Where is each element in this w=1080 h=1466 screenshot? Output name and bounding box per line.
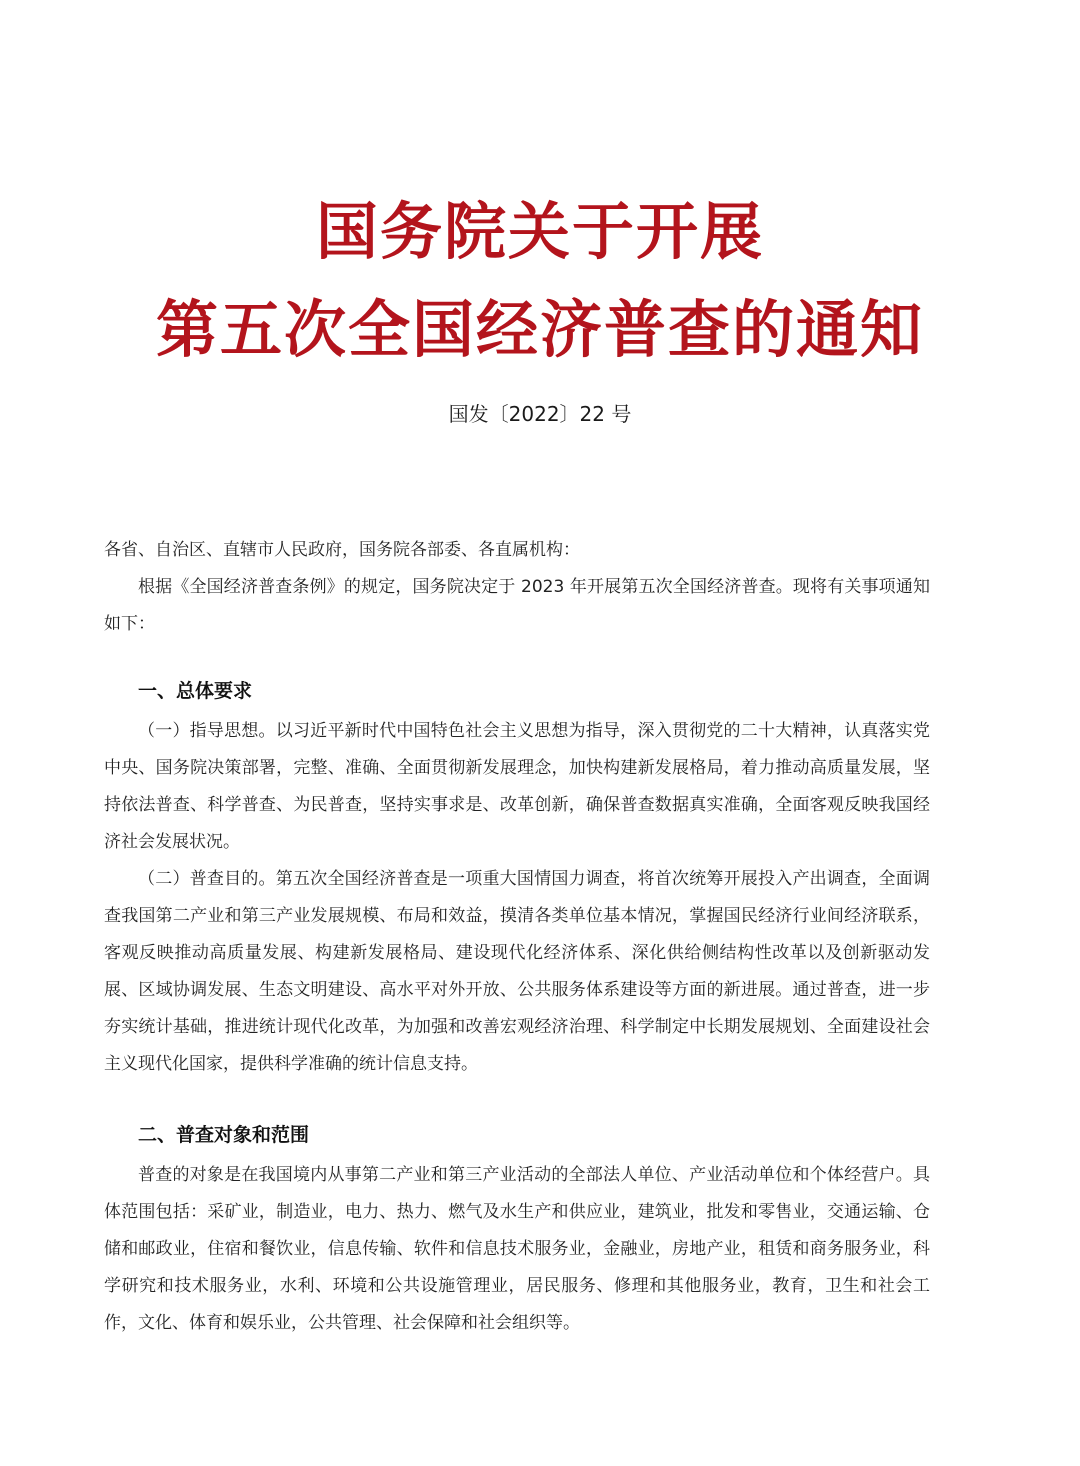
document-number: 国发〔2022〕22 号 — [448, 402, 632, 426]
document-title-line-1: 国务院关于开展 — [315, 195, 764, 268]
paragraph-guiding-ideology: （一）指导思想。以习近平新时代中国特色社会主义思想为指导，深入贯彻党的二十大精神，认真落实党中央、国务院决策部署，完整、准确、全面贯彻新发展理念，加快构建新发展格局，着力推动高质量发展，坚持依法普查、科学普查、为民普查，坚持实事求是、改革创新，确保普查数据真实准确，全面客观反映我国经济社会发展状况。 — [104, 721, 930, 852]
section-heading-general-requirements: 一、总体要求 — [138, 680, 253, 702]
paragraph-census-objects: 普查的对象是在我国境内从事第二产业和第三产业活动的全部法人单位、产业活动单位和个体经营户。具体范围包括：采矿业，制造业，电力、热力、燃气及水生产和供应业，建筑业，批发和零售业，交通运输、仓储和邮政业，住宿和餐饮业，信息传输、软件和信息技术服务业，金融业，房地产业，租赁和商务服务业，科学研究和技术服务业，水利、环境和公共设施管理业，居民服务、修理和其他服务业，教育，卫生和社会工作，文化、体育和娱乐业，公共管理、社会保障和社会组织等。 — [104, 1165, 930, 1333]
intro-paragraph: 根据《全国经济普查条例》的规定，国务院决定于 2023 年开展第五次全国经济普查。现将有关事项通知如下： — [104, 577, 930, 634]
section-heading-census-scope: 二、普查对象和范围 — [138, 1124, 310, 1146]
addressee: 各省、自治区、直辖市人民政府，国务院各部委、各直属机构： — [104, 540, 580, 560]
document-body — [104, 532, 930, 1342]
document-title-line-2: 第五次全国经济普查的通知 — [155, 293, 924, 366]
paragraph-census-purpose: （二）普查目的。第五次全国经济普查是一项重大国情国力调查，将首次统筹开展投入产出调查，全面调查我国第二产业和第三产业发展规模、布局和效益，摸清各类单位基本情况，掌握国民经济行业间经济联系，客观反映推动高质量发展、构建新发展格局、建设现代化经济体系、深化供给侧结构性改革以及创新驱动发展、区域协调发展、生态文明建设、高水平对外开放、公共服务体系建设等方面的新进展。通过普查，进一步夯实统计基础，推进统计现代化改革，为加强和改善宏观经济治理、科学制定中长期发展规划、全面建设社会主义现代化国家，提供科学准确的统计信息支持。 — [104, 869, 930, 1074]
